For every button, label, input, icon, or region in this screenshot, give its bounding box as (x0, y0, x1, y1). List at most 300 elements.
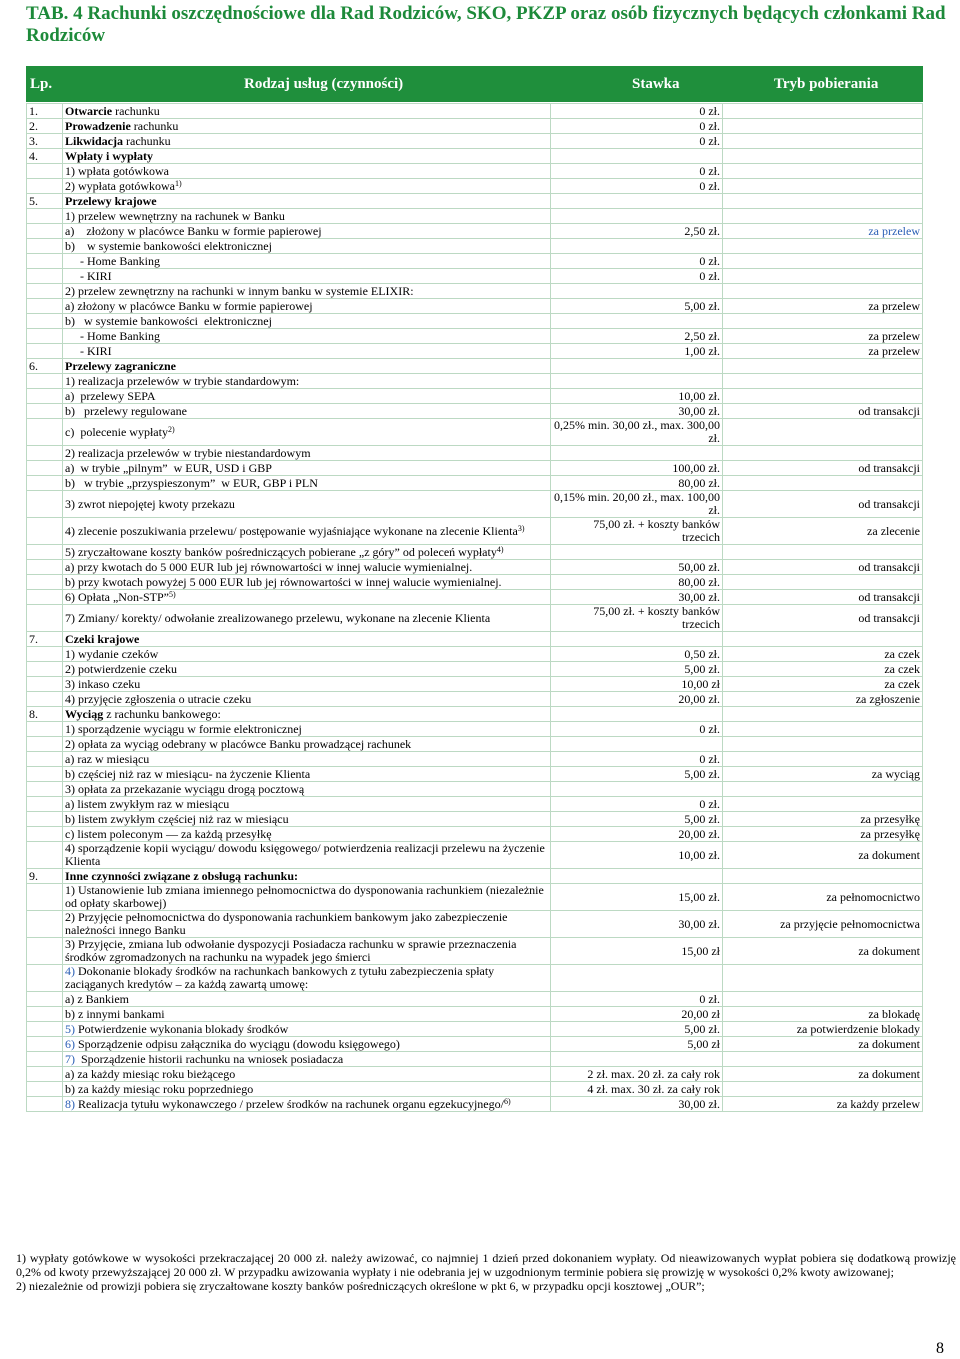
row-mode (723, 575, 923, 590)
table-row (27, 647, 923, 662)
row-service (63, 827, 551, 842)
row-service-text: b) przy kwotach powyżej 5 000 EUR lub jej równowartości w innej walucie wymienialnej. (65, 574, 502, 589)
row-mode: za przelew (723, 299, 923, 314)
row-service-text: 3) zwrot niepojętej kwoty przekazu (65, 496, 235, 511)
row-number (27, 1052, 63, 1067)
row-service (63, 491, 551, 518)
row-rate (551, 869, 723, 884)
row-service (63, 812, 551, 827)
row-service (63, 461, 551, 476)
row-number (27, 1022, 63, 1037)
row-service-text: 1) przelew wewnętrzny na rachunek w Banku (65, 208, 285, 223)
row-service (63, 632, 551, 647)
footnotes (16, 1251, 956, 1293)
table-row (27, 314, 923, 329)
table-header (26, 66, 923, 102)
row-mode (723, 389, 923, 404)
header-rate: Stawka (632, 76, 680, 92)
row-rate: 5,00 zł (551, 1037, 723, 1052)
row-rate: 5,00 zł. (551, 1022, 723, 1037)
row-service-text: b) przelewy regulowane (65, 403, 187, 418)
row-mode (723, 446, 923, 461)
table-row (27, 632, 923, 647)
table-row (27, 344, 923, 359)
row-service-text: a) złożony w placówce Banku w formie papierowej (65, 223, 322, 238)
row-number (27, 164, 63, 179)
row-number (27, 491, 63, 518)
table-row (27, 149, 923, 164)
row-service (63, 344, 551, 359)
row-number (27, 269, 63, 284)
row-service (63, 692, 551, 707)
row-service-text: - KIRI (65, 343, 112, 358)
row-service-text: a) złożony w placówce Banku w formie papierowej (65, 298, 313, 313)
table-row (27, 1052, 923, 1067)
row-rate: 0,15% min. 20,00 zł., max. 100,00 zł. (551, 491, 723, 518)
row-number (27, 884, 63, 911)
table-row (27, 662, 923, 677)
row-number (27, 476, 63, 491)
table-row (27, 329, 923, 344)
row-service-text: 3) Przyjęcie, zmiana lub odwołanie dyspozycji Posiadacza rachunku w sprawie przeznaczenia środków zgromadzonych na rachunku na wypadek jego śmierci (65, 937, 520, 964)
row-rate (551, 284, 723, 299)
row-rate: 0 zł. (551, 269, 723, 284)
row-service-text: a) z Bankiem (65, 991, 129, 1006)
fee-table (26, 103, 923, 1112)
row-service (63, 965, 551, 992)
row-mode: za zgłoszenie (723, 692, 923, 707)
row-service (63, 938, 551, 965)
table-row (27, 1022, 923, 1037)
table-row (27, 1007, 923, 1022)
row-rate: 5,00 zł. (551, 662, 723, 677)
table-row (27, 239, 923, 254)
row-mode (723, 254, 923, 269)
table-row (27, 491, 923, 518)
row-mode (723, 314, 923, 329)
table-row (27, 1067, 923, 1082)
row-number (27, 545, 63, 560)
row-service (63, 707, 551, 722)
table-row (27, 299, 923, 314)
row-rate: 5,00 zł. (551, 299, 723, 314)
row-service-text: 4) sporządzenie kopii wyciągu/ dowodu księgowego/ potwierdzenia realizacji przelewu na życzenie Klienta (65, 841, 548, 868)
row-service (63, 1022, 551, 1037)
row-mode: za pełnomocnictwo (723, 884, 923, 911)
row-service-text: a) listem zwykłym raz w miesiącu (65, 796, 230, 811)
footnote-ref: 6) (503, 1096, 511, 1106)
row-mode (723, 632, 923, 647)
row-rate: 15,00 zł. (551, 884, 723, 911)
row-service-text: 5) zryczałtowane koszty banków pośredniczących pobierane „z góry” od poleceń wypłaty (65, 544, 497, 559)
page-title: TAB. 4 Rachunki oszczędnościowe dla Rad Rodziców, SKO, PKZP oraz osób fizycznych będących członkami Rad Rodziców (26, 3, 946, 46)
row-rate: 10,00 zł (551, 677, 723, 692)
row-service (63, 1067, 551, 1082)
row-service-text: a) raz w miesiącu (65, 751, 150, 766)
row-rate: 80,00 zł. (551, 476, 723, 491)
row-number (27, 374, 63, 389)
row-rate: 80,00 zł. (551, 575, 723, 590)
row-mode (723, 992, 923, 1007)
row-service (63, 884, 551, 911)
row-number: 9. (27, 869, 63, 884)
row-mode: za przyjęcie pełnomocnictwa (723, 911, 923, 938)
table-row (27, 782, 923, 797)
row-rate (551, 707, 723, 722)
row-mode (723, 284, 923, 299)
row-number (27, 1097, 63, 1112)
row-service-text: a) w trybie „pilnym” w EUR, USD i GBP (65, 460, 272, 475)
row-service-text: 1) sporządzenie wyciągu w formie elektronicznej (65, 721, 302, 736)
row-service-text: z rachunku bankowego: (103, 706, 221, 721)
row-mode (723, 239, 923, 254)
row-service-text: 2) Przyjęcie pełnomocnictwa do dysponowania rachunkiem bankowym jako zabezpieczenie należności innego Banku (65, 910, 511, 937)
row-rate (551, 545, 723, 560)
row-rate (551, 194, 723, 209)
row-service (63, 224, 551, 239)
row-service-text: - Home Banking (65, 328, 160, 343)
row-number (27, 662, 63, 677)
row-number (27, 938, 63, 965)
row-service (63, 1052, 551, 1067)
row-mode (723, 869, 923, 884)
row-number (27, 965, 63, 992)
row-service (63, 560, 551, 575)
row-service (63, 767, 551, 782)
row-service-bold: Likwidacja (65, 133, 124, 148)
row-rate: 0 zł. (551, 722, 723, 737)
row-rate: 2,50 zł. (551, 329, 723, 344)
table-row (27, 419, 923, 446)
row-rate: 1,00 zł. (551, 344, 723, 359)
row-service-text: 1) realizacja przelewów w trybie standardowym: (65, 373, 300, 388)
row-service (63, 314, 551, 329)
row-number (27, 812, 63, 827)
table-row (27, 389, 923, 404)
row-rate: 20,00 zł. (551, 827, 723, 842)
row-service (63, 404, 551, 419)
row-number (27, 179, 63, 194)
row-mode (723, 722, 923, 737)
row-service (63, 389, 551, 404)
table-row (27, 179, 923, 194)
row-mode (723, 752, 923, 767)
table-row (27, 1097, 923, 1112)
row-mode (723, 209, 923, 224)
row-rate: 10,00 zł. (551, 842, 723, 869)
footnote-ref: 5) (168, 589, 176, 599)
row-rate: 0,25% min. 30,00 zł., max. 300,00 zł. (551, 419, 723, 446)
row-service-text: rachunku (123, 133, 171, 148)
row-service-text: 6) Opłata „Non-STP” (65, 589, 169, 604)
table-row (27, 560, 923, 575)
row-mode (723, 134, 923, 149)
row-number (27, 419, 63, 446)
table-row (27, 545, 923, 560)
row-service-text: 2) przelew zewnętrzny na rachunki w innym banku w systemie ELIXIR: (65, 283, 414, 298)
row-rate (551, 782, 723, 797)
row-mode: za dokument (723, 1037, 923, 1052)
row-rate: 5,00 zł. (551, 767, 723, 782)
row-service (63, 374, 551, 389)
row-service (63, 992, 551, 1007)
table-row (27, 884, 923, 911)
row-service-bold: Inne czynności związane z obsługą rachunku: (65, 868, 299, 883)
table-row (27, 575, 923, 590)
row-mode: za przesyłkę (723, 812, 923, 827)
row-number (27, 284, 63, 299)
row-service-bold: Przelewy krajowe (65, 193, 157, 208)
row-mode (723, 782, 923, 797)
row-rate (551, 239, 723, 254)
row-number (27, 518, 63, 545)
row-number: 7. (27, 632, 63, 647)
table-row (27, 752, 923, 767)
table-row (27, 518, 923, 545)
page-number: 8 (936, 1340, 944, 1357)
row-service-bold: Czeki krajowe (65, 631, 140, 646)
row-rate (551, 314, 723, 329)
row-number (27, 1007, 63, 1022)
row-mode: za dokument (723, 842, 923, 869)
row-mode: od transakcji (723, 461, 923, 476)
row-rate (551, 965, 723, 992)
table-row (27, 965, 923, 992)
row-service-text: a) za każdy miesiąc roku bieżącego (65, 1066, 236, 1081)
row-lead: 5) (65, 1021, 75, 1036)
row-number (27, 560, 63, 575)
row-mode (723, 797, 923, 812)
row-service-text: b) częściej niż raz w miesiącu- na życzenie Klienta (65, 766, 311, 781)
row-mode (723, 1082, 923, 1097)
row-mode: od transakcji (723, 590, 923, 605)
row-number (27, 992, 63, 1007)
row-mode (723, 359, 923, 374)
row-rate (551, 1052, 723, 1067)
row-mode: za każdy przelew (723, 1097, 923, 1112)
row-rate (551, 446, 723, 461)
header-lp: Lp. (30, 76, 53, 92)
table-row (27, 692, 923, 707)
row-number (27, 404, 63, 419)
row-service-text: 1) wydanie czeków (65, 646, 159, 661)
row-rate: 0 zł. (551, 797, 723, 812)
row-service (63, 299, 551, 314)
table-row (27, 938, 923, 965)
row-number (27, 647, 63, 662)
row-service (63, 239, 551, 254)
row-number (27, 737, 63, 752)
row-service-text: - Home Banking (65, 253, 160, 268)
row-mode: za zlecenie (723, 518, 923, 545)
row-service-text: b) za każdy miesiąc roku poprzedniego (65, 1081, 254, 1096)
row-service (63, 737, 551, 752)
table-row (27, 104, 923, 119)
row-mode (723, 149, 923, 164)
row-service (63, 446, 551, 461)
row-service-bold: Przelewy zagraniczne (65, 358, 176, 373)
row-rate: 0 zł. (551, 104, 723, 119)
row-service-text: 4) zlecenie poszukiwania przelewu/ postępowanie wyjaśniające wykonane na zlecenie Klienta (65, 523, 518, 538)
row-number (27, 827, 63, 842)
footnote-2: 2) niezależnie od prowizji pobiera się zryczałtowane koszty banków pośredniczących określone w pkt 6, w przypadku opcji kosztowej „OUR”; (16, 1279, 705, 1293)
row-mode (723, 119, 923, 134)
row-mode (723, 194, 923, 209)
table-row (27, 827, 923, 842)
row-service-text: 2) potwierdzenie czeku (65, 661, 177, 676)
row-service-text: 2) wypłata gotówkowa (65, 178, 175, 193)
row-service (63, 209, 551, 224)
row-service-text: a) przelewy SEPA (65, 388, 156, 403)
row-mode: od transakcji (723, 560, 923, 575)
row-number (27, 692, 63, 707)
table-row (27, 164, 923, 179)
row-service-text: b) w trybie „przyspieszonym” w EUR, GBP i PLN (65, 475, 318, 490)
row-service-text: 3) opłata za przekazanie wyciągu drogą pocztową (65, 781, 305, 796)
row-rate (551, 149, 723, 164)
row-rate: 4 zł. max. 30 zł. za cały rok (551, 1082, 723, 1097)
row-number (27, 575, 63, 590)
row-rate: 0 zł. (551, 254, 723, 269)
table-row (27, 284, 923, 299)
row-number (27, 605, 63, 632)
table-row (27, 194, 923, 209)
row-number (27, 239, 63, 254)
row-mode: za przelew (723, 329, 923, 344)
row-rate (551, 632, 723, 647)
row-number (27, 461, 63, 476)
row-number (27, 224, 63, 239)
row-service (63, 179, 551, 194)
row-rate (551, 209, 723, 224)
row-mode (723, 476, 923, 491)
row-rate: 0 zł. (551, 179, 723, 194)
row-rate (551, 359, 723, 374)
row-number (27, 782, 63, 797)
row-service-text: 3) inkaso czeku (65, 676, 141, 691)
row-number (27, 797, 63, 812)
row-rate: 20,00 zł (551, 1007, 723, 1022)
row-service-bold: Wpłaty i wypłaty (65, 148, 154, 163)
row-service-text: c) listem poleconym — za każdą przesyłkę (65, 826, 272, 841)
row-service-text: - KIRI (65, 268, 112, 283)
row-service (63, 1097, 551, 1112)
row-mode (723, 374, 923, 389)
row-mode (723, 1052, 923, 1067)
table-row (27, 812, 923, 827)
row-service-text: 2) opłata za wyciąg odebrany w placówce Banku prowadzącej rachunek (65, 736, 412, 751)
row-service (63, 149, 551, 164)
row-mode (723, 737, 923, 752)
row-service (63, 797, 551, 812)
footnote-ref: 4) (496, 544, 504, 554)
row-number (27, 752, 63, 767)
row-service (63, 590, 551, 605)
table-row (27, 869, 923, 884)
row-rate: 0 zł. (551, 164, 723, 179)
table-row (27, 707, 923, 722)
row-service-bold: Wyciąg (65, 706, 104, 721)
row-rate: 0,50 zł. (551, 647, 723, 662)
row-service (63, 545, 551, 560)
table-row (27, 119, 923, 134)
row-mode: za blokadę (723, 1007, 923, 1022)
row-lead: 4) (65, 964, 75, 978)
row-mode (723, 164, 923, 179)
row-mode: za czek (723, 662, 923, 677)
table-row (27, 446, 923, 461)
row-rate: 100,00 zł. (551, 461, 723, 476)
row-mode (723, 104, 923, 119)
row-service (63, 476, 551, 491)
row-rate: 50,00 zł. (551, 560, 723, 575)
row-mode: za przelew (723, 344, 923, 359)
row-mode: za czek (723, 677, 923, 692)
table-row (27, 269, 923, 284)
row-service-text: 1) wpłata gotówkowa (65, 163, 169, 178)
row-service (63, 164, 551, 179)
table-row (27, 1037, 923, 1052)
row-service-text: a) przy kwotach do 5 000 EUR lub jej równowartości w innej walucie wymienialnej. (65, 559, 473, 574)
row-service-text: Sporządzenie historii rachunku na wniosek posiadacza (75, 1051, 344, 1066)
table-row (27, 374, 923, 389)
row-number: 6. (27, 359, 63, 374)
table-row (27, 677, 923, 692)
table-row (27, 461, 923, 476)
table-row (27, 476, 923, 491)
row-number (27, 722, 63, 737)
row-service-text: 1) Ustanowienie lub zmiana imiennego pełnomocnictwa do dysponowania rachunkiem (niezależnie od opłaty skarbowej) (65, 883, 547, 910)
row-mode (723, 545, 923, 560)
header-collection-mode: Tryb pobierania (774, 76, 879, 92)
row-number (27, 1082, 63, 1097)
row-service (63, 722, 551, 737)
header-service-type: Rodzaj usług (czynności) (244, 76, 404, 92)
row-service-text: Sporządzenie odpisu załącznika do wyciągu (dowodu księgowego) (75, 1036, 400, 1051)
row-service (63, 518, 551, 545)
row-mode (723, 707, 923, 722)
table-row (27, 722, 923, 737)
row-rate: 75,00 zł. + koszty banków trzecich (551, 605, 723, 632)
row-number: 2. (27, 119, 63, 134)
table-row (27, 359, 923, 374)
row-rate: 20,00 zł. (551, 692, 723, 707)
row-number (27, 911, 63, 938)
row-number: 1. (27, 104, 63, 119)
row-service-bold: Otwarcie (65, 103, 113, 118)
footnote-1: 1) wypłaty gotówkowe w wysokości przekraczającej 20 000 zł. należy awizować, co najmniej 1 dzień przed dokonaniem wypłaty. Od nieawizowanych wypłat pobiera się dodatkową prowizję 0,2% od kwoty przewyższającej 20 000 zł. W przypadku awizowania wypłaty i nie odebrania jej w uzgodnionym terminie pobiera się prowizję w wysokości 0,2% kwoty awizowanej; (16, 1251, 956, 1279)
table-row (27, 605, 923, 632)
table-row (27, 209, 923, 224)
row-number (27, 314, 63, 329)
table-row (27, 134, 923, 149)
row-service (63, 194, 551, 209)
table-row (27, 1082, 923, 1097)
row-number (27, 842, 63, 869)
row-service-text: Realizacja tytułu wykonawczego / przelew środków na rachunek organu egzekucyjnego/ (75, 1096, 504, 1111)
row-service-text: b) w systemie bankowości elektronicznej (65, 238, 272, 253)
row-number (27, 344, 63, 359)
row-service-text: Dokonanie blokady środków na rachunkach bankowych z tytułu zabezpieczenia spłaty zaciąganych kredytów – za każdą zawartą umowę: (65, 964, 498, 991)
row-rate: 30,00 zł. (551, 911, 723, 938)
table-row (27, 254, 923, 269)
row-number (27, 677, 63, 692)
row-rate: 5,00 zł. (551, 812, 723, 827)
row-service (63, 1037, 551, 1052)
row-service (63, 1007, 551, 1022)
row-rate: 0 zł. (551, 119, 723, 134)
row-number (27, 254, 63, 269)
